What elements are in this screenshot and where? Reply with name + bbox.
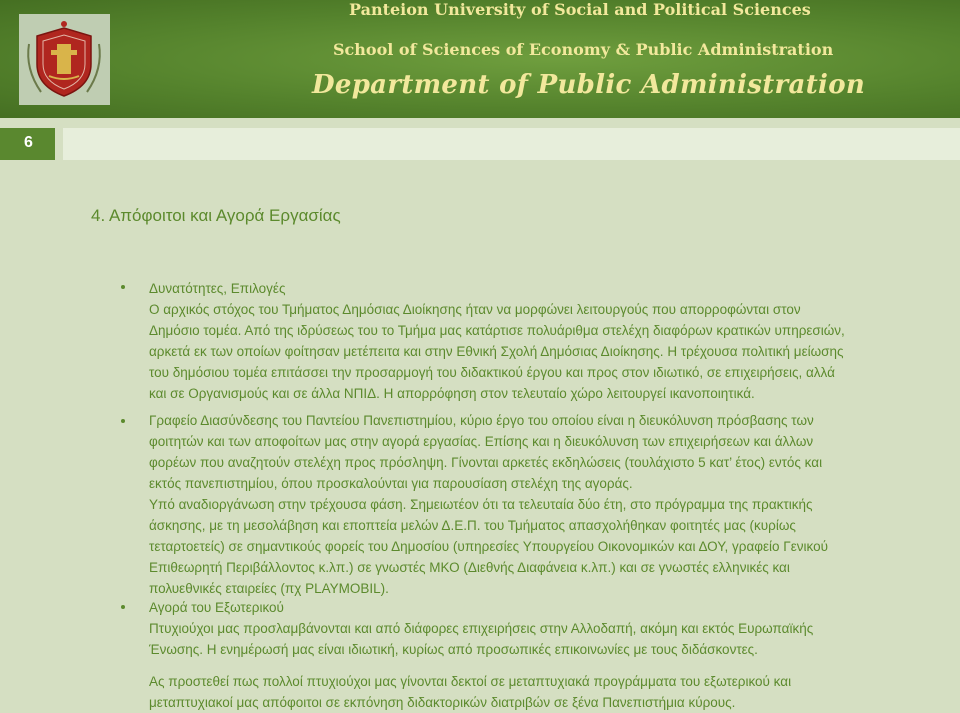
text-line: του δημόσιου τομέα επιτάσσει την προσαρμογή του διδακτικού έργου και προς στον ιδιωτικό, σε επιχειρήσεις, αλλά: [149, 365, 835, 380]
text-line: Ένωσης. Η ενημέρωσή μας είναι ιδιωτική, κυρίως από προσωπικές επικοινωνίες με τους διδάσκοντες.: [149, 642, 758, 657]
text-line: μεταπτυχιακοί μας απόφοιτοι σε εκπόνηση διδακτορικών διατριβών σε ξένα Πανεπιστήμια κύρους.: [149, 695, 736, 710]
text-line: φοιτητών και των αποφοίτων μας στην αγορά εργασίας. Επίσης και η διευκόλυνση των επιχειρήσεων και άλλων: [149, 434, 814, 449]
section-heading: Δυνατότητες, Επιλογές: [149, 281, 286, 296]
bullet-icon: [121, 419, 125, 423]
text-line: Δημόσιο τομέα. Από της ιδρύσεως του το Τμήμα μας κατάρτισε πολυάριθμα στελέχη διαφόρων κρατικών υπηρεσιών,: [149, 323, 845, 338]
section-career-options: [149, 278, 939, 404]
text-line: και σε Οργανισμούς και σε άλλα ΝΠΙΔ. Η απορρόφηση στον τελευταίο χώρο λειτουργεί ικανοποιητικά.: [149, 386, 755, 401]
text-line: φορέων που αναζητούν στελέχη προς πρόσληψη. Γίνονται αρκετές εκδηλώσεις (τουλάχιστο 5 κατ’ έτος) εντός και: [149, 455, 823, 470]
text-line: εκτός πανεπιστημίου, όπου προσκαλούνται για παρουσίαση στελέχη της αγοράς.: [149, 476, 633, 491]
text-line: Επιθεωρητή Περιβάλλοντος κ.λπ.) σε γνωστές ΜΚΟ (Διεθνής Διαφάνεια κ.λπ.) και σε γνωστές ελληνικές και: [149, 560, 790, 575]
bullet-icon: [121, 605, 125, 609]
university-name: Panteion University of Social and Political Sciences: [349, 0, 811, 19]
text-line: Ας προστεθεί πως πολλοί πτυχιούχοι μας γίνονται δεκτοί σε μεταπτυχιακά προγράμματα του εξωτερικού και: [149, 674, 792, 689]
text-line: Ο αρχικός στόχος του Τμήματος Δημόσιας Διοίκησης ήταν να μορφώνει λειτουργούς που απορροφώνται στον: [149, 302, 801, 317]
slide-number-box: [0, 128, 55, 160]
slide-number: 6: [24, 134, 33, 151]
title-strip: [63, 128, 960, 160]
department-name: Department of Public Administration: [312, 70, 866, 100]
page-title: 4. Απόφοιτοι και Αγορά Εργασίας: [91, 206, 341, 225]
text-line: Υπό αναδιοργάνωση στην τρέχουσα φάση. Σημειωτέον ότι τα τελευταία δύο έτη, στο πρόγραμμα της πρακτικής: [149, 497, 813, 512]
bullet-icon: [121, 285, 125, 289]
header-banner: [0, 0, 960, 118]
text-line: πολυεθνικές εταιρείες (πχ PLAYMOBIL).: [149, 581, 389, 596]
text-line: [149, 660, 939, 671]
text-line: άσκησης, με τη μεσολάβηση και εποπτεία μελών Δ.Ε.Π. του Τμήματος απασχολήθηκαν φοιτητές μας (κυρίως: [149, 518, 796, 533]
text-line: τεταρτοετείς) σε σημαντικούς φορείς του Δημοσίου (υπηρεσίες Υπουργείου Οικονομικών και ΔΟΥ, γραφείο Γενικού: [149, 539, 828, 554]
school-name: School of Sciences of Economy & Public Administration: [333, 40, 834, 59]
university-logo: [19, 14, 110, 105]
text-line: Πτυχιούχοι μας προσλαμβάνονται και από διάφορες επιχειρήσεις στην Αλλοδαπή, ακόμη και εκτός Ευρωπαϊκής: [149, 621, 814, 636]
section-foreign-market: [149, 597, 939, 713]
section-heading: Αγορά του Εξωτερικού: [149, 600, 284, 615]
text-line: αρκετά εκ των οποίων φοίτησαν μετέπειτα και στην Εθνική Σχολή Δημόσιας Διοίκησης. Η τρέχουσα πολιτική μείωσης: [149, 344, 844, 359]
text-line: Γραφείο Διασύνδεσης του Παντείου Πανεπιστημίου, κύριο έργο του οποίου είναι η διευκόλυνση πρόσβασης των: [149, 413, 814, 428]
section-liaison-office: [149, 410, 939, 599]
